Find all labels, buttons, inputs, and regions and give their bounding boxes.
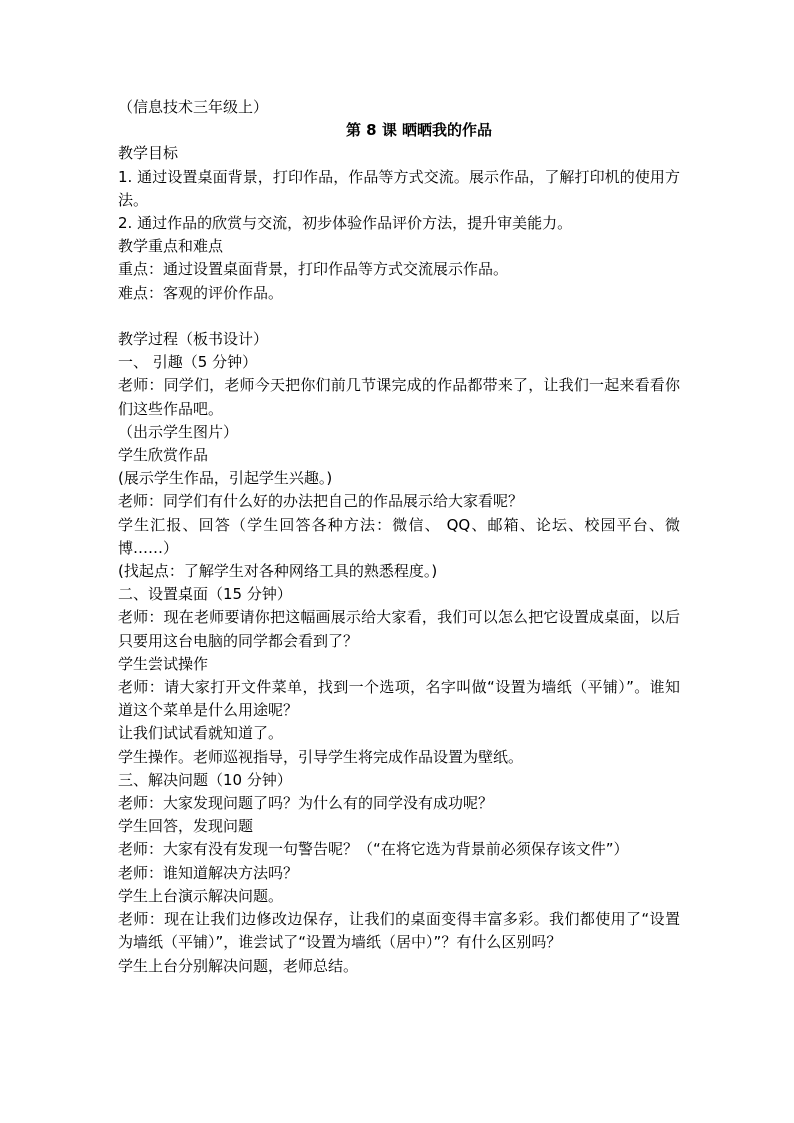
s3-teacher-3: 老师：谁知道解决方法吗？ — [118, 863, 299, 882]
s1-show: （出示学生图片） — [118, 422, 239, 441]
objective-2: 2. 通过作品的欣赏与交流，初步体验作品评价方法，提升审美能力。 — [118, 214, 573, 233]
lesson-title: 第 8 课 晒晒我的作品 — [345, 121, 493, 140]
s3-students-answer: 学生回答，发现问题 — [118, 817, 254, 836]
subject-line: （信息技术三年级上） — [118, 98, 269, 116]
s1-teacher-2: 老师：同学们有什么好的办法把自己的作品展示给大家看呢？ — [118, 492, 524, 511]
objective-1: 1. 通过设置桌面背景，打印作品，作品等方式交流。展示作品，了解打印机的使用方法。 — [118, 167, 680, 209]
section-2-heading: 二、设置桌面（15 分钟） — [118, 585, 292, 604]
section-3-heading: 三、解决问题（10 分钟） — [118, 770, 292, 789]
s3-students-demo: 学生上台演示解决问题。 — [118, 886, 284, 905]
s1-note-1: (展示学生作品，引起学生兴趣。) — [118, 469, 333, 488]
s3-students-solve: 学生上台分别解决问题，老师总结。 — [118, 956, 359, 975]
s3-teacher-1: 老师：大家发现问题了吗？为什么有的同学没有成功呢？ — [118, 794, 494, 813]
s2-try-it: 让我们试试看就知道了。 — [118, 724, 284, 743]
s3-teacher-2: 老师：大家有没有发现一句警告呢？（“在将它选为背景前必须保存该文件”） — [118, 840, 629, 859]
s2-students-do: 学生操作。老师巡视指导，引导学生将完成作品设置为壁纸。 — [118, 747, 524, 766]
key-point: 重点：通过设置桌面背景，打印作品等方式交流展示作品。 — [118, 260, 509, 279]
s1-note-2: (找起点：了解学生对各种网络工具的熟悉程度。) — [118, 562, 438, 581]
s1-students-view: 学生欣赏作品 — [118, 446, 209, 465]
document-page — [118, 96, 680, 978]
s1-teacher-1: 老师：同学们，老师今天把你们前几节课完成的作品都带来了，让我们一起来看看你们这些作品吧。 — [118, 376, 680, 418]
process-heading: 教学过程（板书设计） — [118, 330, 269, 349]
s2-teacher-2: 老师：请大家打开文件菜单，找到一个选项，名字叫做“设置为墙纸（平铺）”。谁知道这个菜单是什么用途呢？ — [118, 678, 680, 720]
s3-teacher-4: 老师：现在让我们边修改边保存，让我们的桌面变得丰富多彩。我们都使用了“设置为墙纸（平铺）”，谁尝试了“设置为墙纸（居中）”？有什么区别吗？ — [118, 910, 680, 952]
section-1-heading: 一、 引趣（5 分钟） — [118, 353, 258, 372]
blank-line — [118, 305, 680, 328]
objectives-heading: 教学目标 — [118, 144, 179, 163]
s1-students-answer: 学生汇报、回答（学生回答各种方法：微信、 QQ、邮箱、论坛、校园平台、微博……） — [118, 515, 680, 557]
key-points-heading: 教学重点和难点 — [118, 237, 224, 256]
s2-students-try: 学生尝试操作 — [118, 654, 209, 673]
difficulty: 难点：客观的评价作品。 — [118, 283, 284, 302]
s2-teacher-1: 老师：现在老师要请你把这幅画展示给大家看，我们可以怎么把它设置成桌面，以后只要用这台电脑的同学都会看到了？ — [118, 608, 680, 650]
